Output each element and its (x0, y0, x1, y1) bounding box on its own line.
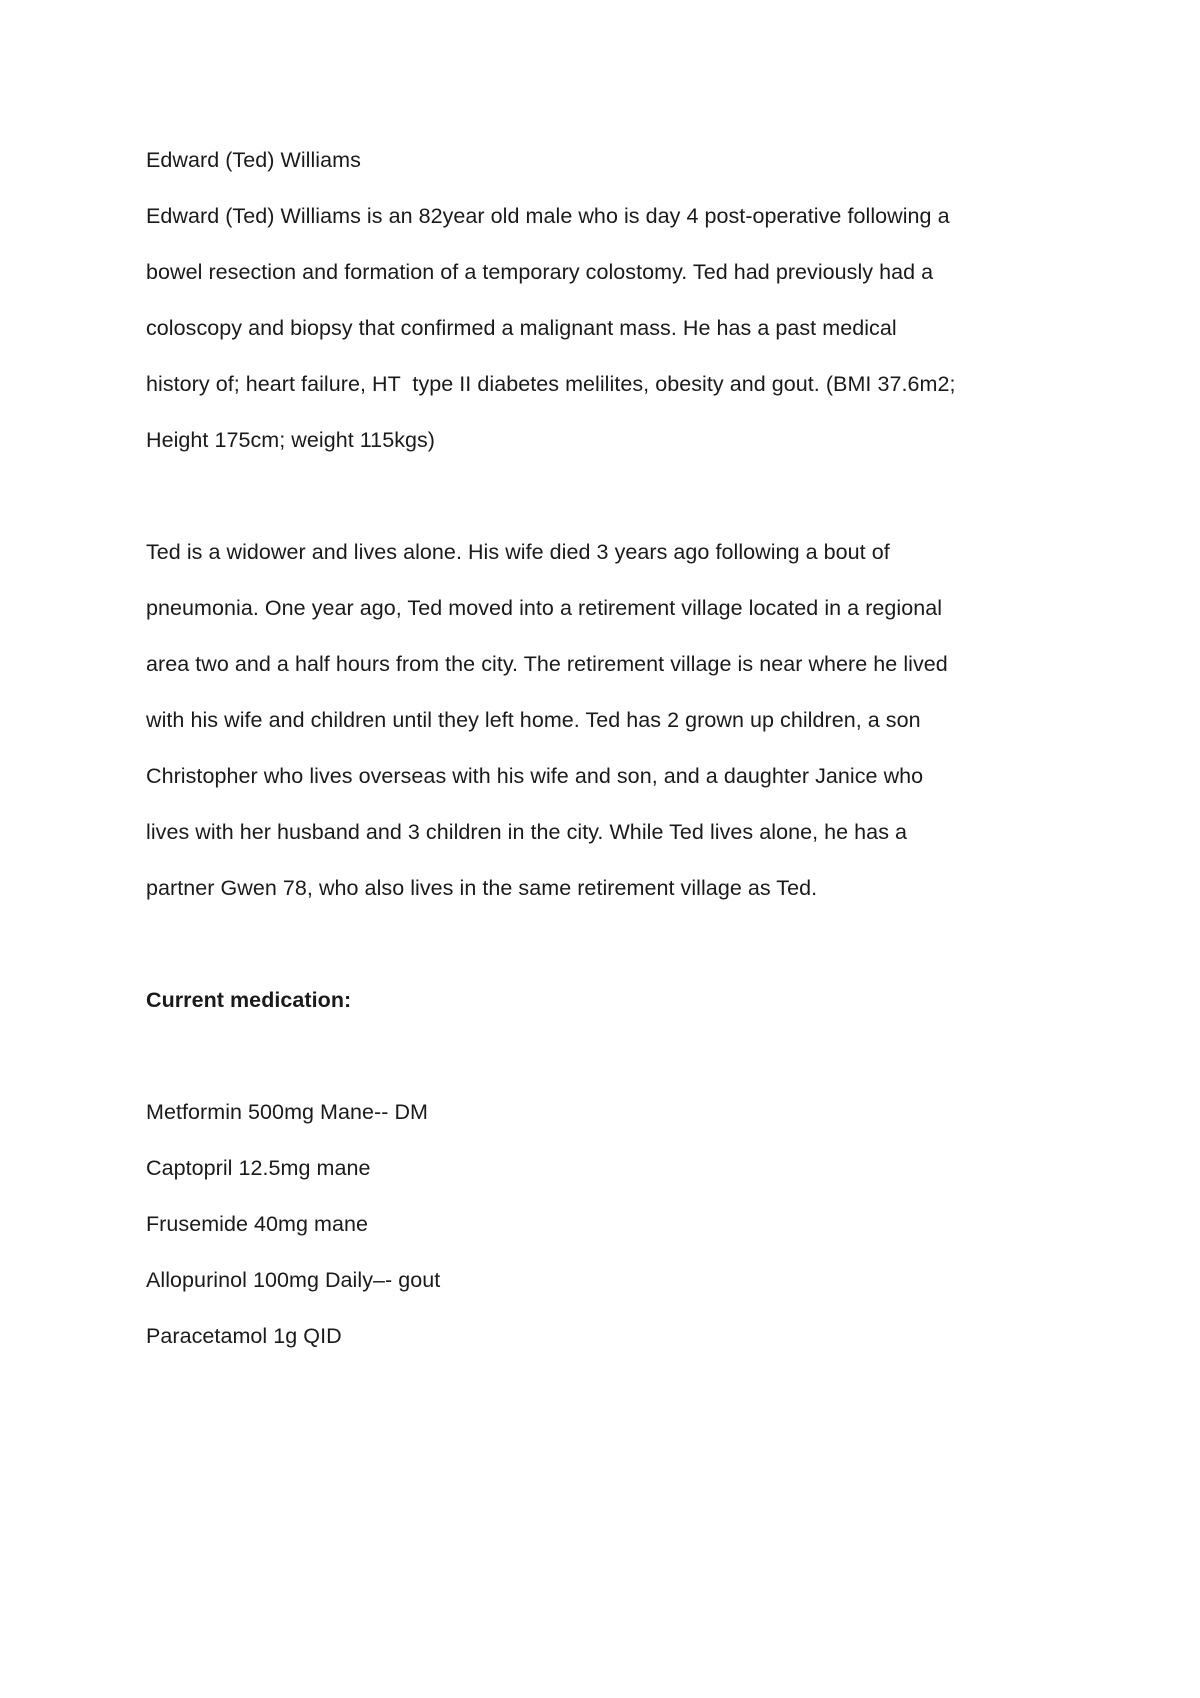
social-history-paragraph (146, 532, 1076, 924)
paragraph-line: Christopher who lives overseas with his wife and son, and a daughter Janice who (146, 764, 924, 788)
blank-line (146, 1036, 1076, 1092)
document-page (146, 140, 1076, 1372)
paragraph-line: lives with her husband and 3 children in the city. While Ted lives alone, he has a (146, 820, 908, 844)
paragraph-line: area two and a half hours from the city. The retirement village is near where he lived (146, 652, 948, 676)
medication-heading: Current medication: (146, 988, 352, 1012)
paragraph-line: coloscopy and biopsy that confirmed a malignant mass. He has a past medical (146, 316, 897, 340)
paragraph-line: partner Gwen 78, who also lives in the same retirement village as Ted. (146, 876, 818, 900)
medication-item: Allopurinol 100mg Daily–- gout (146, 1268, 441, 1292)
medication-list (146, 1092, 1076, 1372)
paragraph-line: Height 175cm; weight 115kgs) (146, 428, 436, 452)
paragraph-line: pneumonia. One year ago, Ted moved into a retirement village located in a regional (146, 596, 943, 620)
blank-line (146, 924, 1076, 980)
medication-item: Frusemide 40mg mane (146, 1212, 369, 1236)
medication-item: Metformin 500mg Mane-- DM (146, 1100, 429, 1124)
patient-history-paragraph (146, 196, 1076, 476)
blank-line (146, 476, 1076, 532)
paragraph-line: with his wife and children until they left home. Ted has 2 grown up children, a son (146, 708, 921, 732)
paragraph-line: Ted is a widower and lives alone. His wife died 3 years ago following a bout of (146, 540, 890, 564)
paragraph-line: history of; heart failure, HT type II diabetes melilites, obesity and gout. (BMI 37.6m2; (146, 372, 956, 396)
medication-item: Paracetamol 1g QID (146, 1324, 342, 1348)
paragraph-line: Edward (Ted) Williams is an 82year old male who is day 4 post-operative following a (146, 204, 950, 228)
document-title: Edward (Ted) Williams (146, 148, 361, 172)
paragraph-line: bowel resection and formation of a temporary colostomy. Ted had previously had a (146, 260, 934, 284)
medication-item: Captopril 12.5mg mane (146, 1156, 371, 1180)
